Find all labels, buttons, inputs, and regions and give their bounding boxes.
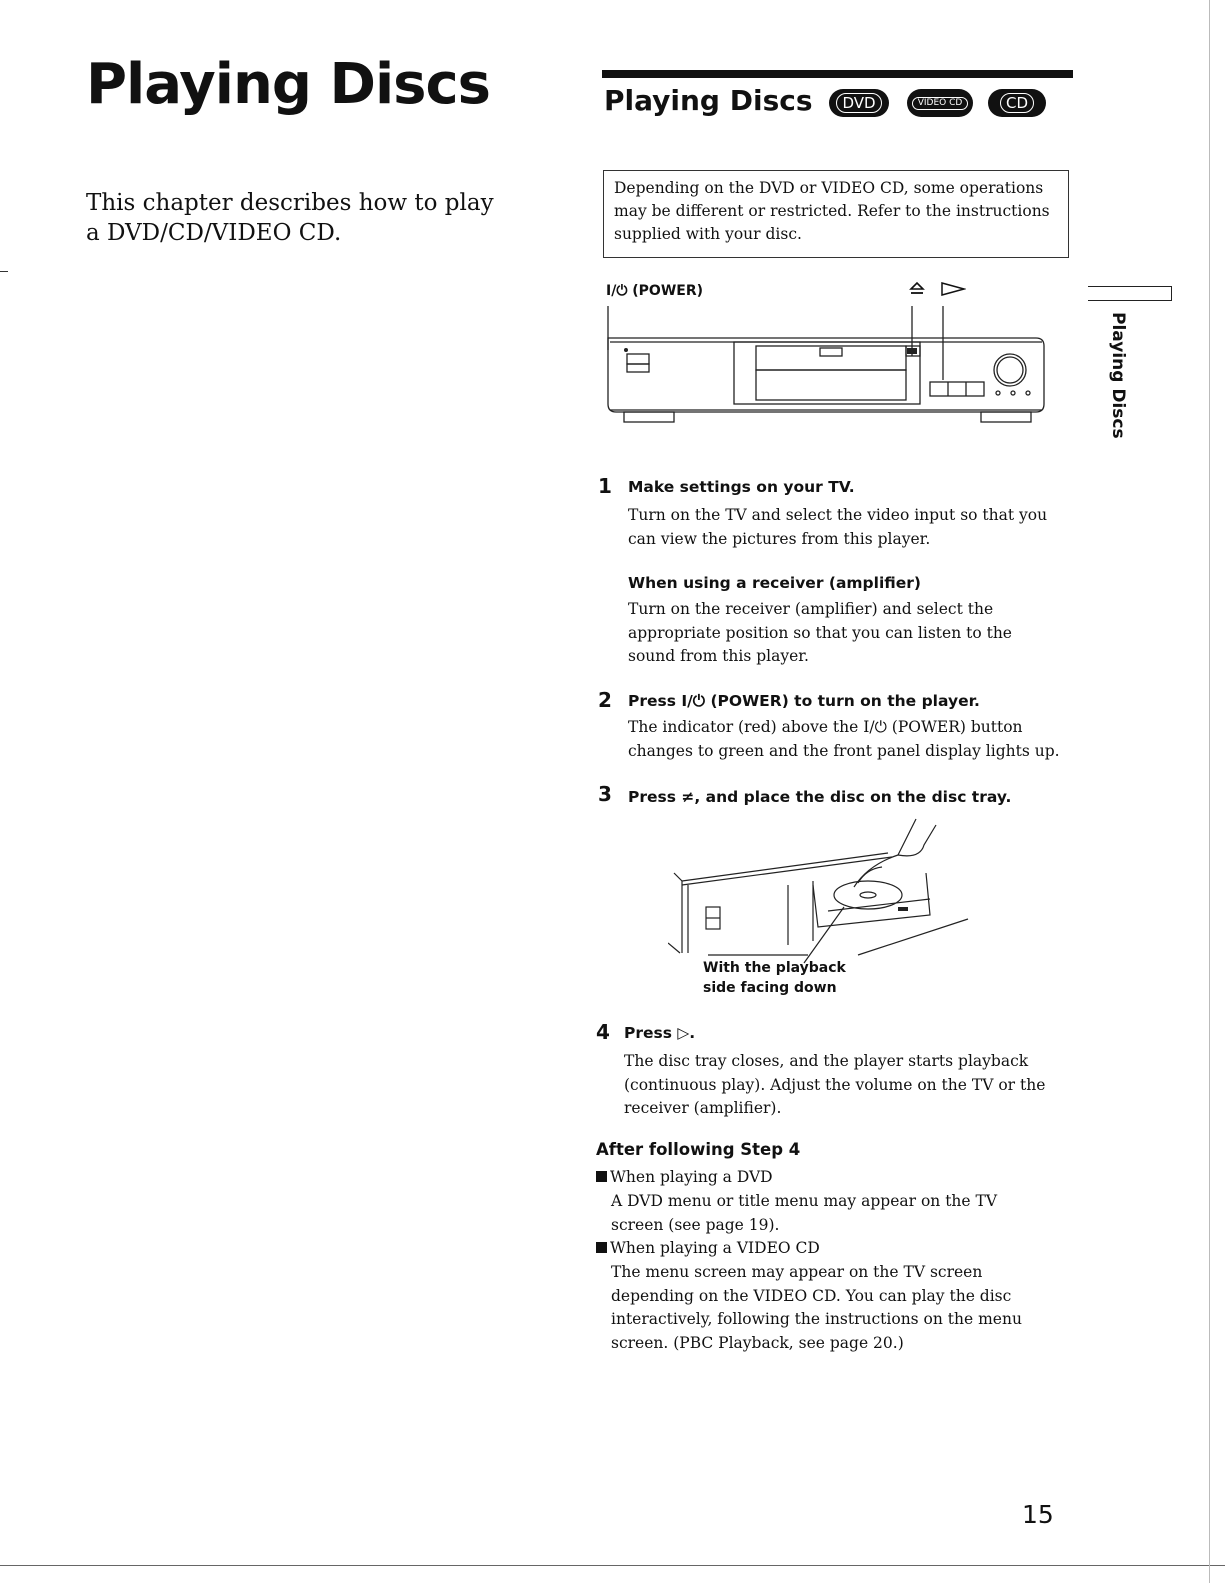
- bullet-square-icon: [596, 1171, 607, 1182]
- step-1-body: Turn on the TV and select the video input so that you can view the pictures from this player.: [628, 506, 1048, 548]
- tray-caption-line-1: With the playback: [703, 960, 846, 976]
- section-title: Playing Discs: [604, 84, 813, 117]
- step-1-number: 1: [598, 474, 612, 498]
- step-2-number: 2: [598, 688, 612, 712]
- step-4-heading: Press ▷.: [624, 1024, 696, 1042]
- step-3-heading: Press ≠, and place the disc on the disc tray.: [628, 788, 1012, 806]
- after-step-4-heading: After following Step 4: [596, 1140, 801, 1159]
- step-1-heading: Make settings on your TV.: [628, 478, 855, 496]
- section-rule: [602, 70, 1073, 78]
- chapter-title: Playing Discs: [86, 52, 490, 117]
- notice-text: Depending on the DVD or VIDEO CD, some operations may be different or restricted. Refer to the instructions supplied with your disc.: [614, 179, 1050, 243]
- step-1-subheading: When using a receiver (amplifier): [628, 574, 922, 592]
- right-edge-line: [1209, 0, 1210, 1583]
- video-cd-badge: VIDEO CD: [907, 89, 973, 117]
- dvd-badge: DVD: [829, 89, 889, 117]
- tray-caption: [703, 958, 846, 998]
- step-2-heading: Press I/⏻ (POWER) to turn on the player.: [628, 692, 980, 710]
- bullet-vcd-label-text: When playing a VIDEO CD: [610, 1239, 820, 1257]
- power-label: I/⏻ (POWER): [606, 283, 704, 299]
- bullet-vcd-label: [596, 1237, 820, 1260]
- bullet-dvd-label-text: When playing a DVD: [610, 1168, 773, 1186]
- bullet-square-icon: [596, 1242, 607, 1253]
- page-number: 15: [1022, 1500, 1054, 1529]
- player-front-panel-illustration: [596, 298, 1056, 438]
- step-3-number: 3: [598, 782, 612, 806]
- step-4-body: The disc tray closes, and the player starts playback (continuous play). Adjust the volume on the TV or the receiver (amplifier).: [624, 1052, 1046, 1117]
- left-margin-tick: [0, 271, 8, 272]
- step-1-sub-body: Turn on the receiver (amplifier) and select the appropriate position so that you can listen to the sound from this player.: [628, 600, 1012, 665]
- step-4-number: 4: [596, 1020, 610, 1044]
- notice-box: [603, 170, 1069, 258]
- cd-badge: CD: [988, 89, 1046, 117]
- chapter-description: This chapter describes how to play a DVD/CD/VIDEO CD.: [86, 190, 494, 246]
- bullet-vcd-text: The menu screen may appear on the TV screen depending on the VIDEO CD. You can play the disc interactively, following the instructions on the menu screen. (PBC Playback, see page 20.): [611, 1263, 1022, 1352]
- bullet-dvd-label: [596, 1166, 773, 1189]
- tray-caption-line-2: side facing down: [703, 980, 837, 996]
- step-2-body: The indicator (red) above the I/⏻ (POWER) button changes to green and the front panel display lights up.: [628, 718, 1060, 760]
- side-tab-marker: [1088, 286, 1172, 301]
- bullet-dvd-text: A DVD menu or title menu may appear on the TV screen (see page 19).: [611, 1192, 998, 1234]
- side-tab-label: Playing Discs: [1108, 312, 1128, 439]
- disc-tray-illustration: [668, 815, 988, 965]
- bottom-rule: [0, 1565, 1225, 1566]
